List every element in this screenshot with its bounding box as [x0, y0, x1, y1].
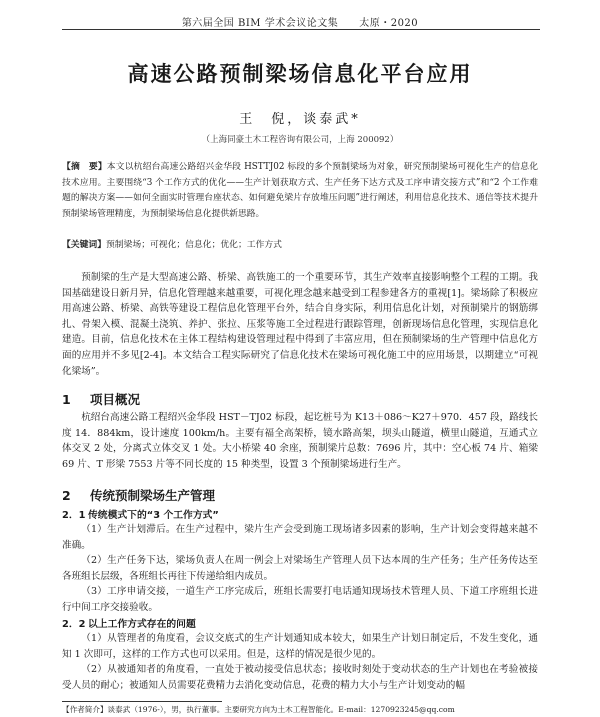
section-title: 传统预制梁场生产管理	[90, 488, 216, 503]
abstract	[62, 160, 538, 222]
keywords-text: 预制梁场；可视化；信息化；优化；工作方式	[106, 240, 282, 250]
subsection-number: 2．2	[62, 619, 86, 630]
subsection-number: 2．1	[62, 510, 86, 521]
subsection-title: 传统模式下的“3 个工作方式”	[88, 510, 219, 521]
section-number: 2	[62, 488, 71, 503]
footnote-rule	[62, 701, 222, 702]
subsection-title: 以上工作方式存在的问题	[88, 619, 196, 630]
section-number: 1	[62, 392, 71, 407]
list-item: （1）从管理者的角度看，会议交底式的生产计划通知成本较大，如果生产计划日制定后，不发生变化，通知 1 次即可，这样的工作方式也可以采用。但是，这样的情况是很少见的。	[62, 633, 538, 660]
paper-title: 高速公路预制梁场信息化平台应用	[127, 62, 473, 86]
list-item: （3）工序申请交接，一道生产工序完成后，班组长需要打电话通知现场技术管理人员、下道工序班组长进行中间工序交接验收。	[62, 586, 538, 613]
section-heading	[62, 390, 140, 408]
section-heading	[62, 486, 215, 504]
running-header: 第六届全国 BIM 学术会议论文集 太原・2020	[181, 18, 419, 29]
author-list: 王 倪，谈泰武*	[239, 112, 361, 127]
list-item: （1）生产计划滞后。在生产过程中，梁片生产会受到施工现场诸多因素的影响，生产计划会变得越来越不准确。	[62, 524, 538, 551]
section-paragraph: 杭绍台高速公路工程绍兴金华段 HST－TJ02 标段，起讫桩号为 K13＋086～K27＋970．457 段，路线长度 14．884km，设计速度 100km/h。主要有福全高架桥，镜水路高架，坝头山隧道，横里山隧道，互通式立体交叉 2 处，分离式立体交叉 1 处。大小桥梁 40 余座，预制梁片总数：7696 片，其中：空心板 74 片、箱梁 69 片、T 形梁 7553 片等不同长度的 15 种类型，设置 3 个预制梁场进行生产。	[62, 412, 538, 470]
keywords	[62, 238, 538, 254]
author-footnote: 【作者简介】谈泰武（1976-），男，执行董事。主要研究方向为土木工程智能化。E-mail：1270923245@qq.com	[62, 705, 455, 714]
list-item: （2）生产任务下达，梁场负责人在周一例会上对梁场生产管理人员下达本周的生产任务；生产任务传达至各班组长层级，各班组长再往下传递给组内成员。	[62, 555, 538, 582]
abstract-text: 本文以杭绍台高速公路绍兴金华段 HSTTJ02 标段的多个预制梁场为对象，研究预制梁场可视化生产的信息化技术应用。主要围绕“3 个工作方式的优化——生产计划获取方式、生产任务下达方式及工序申请交接方式”和“2 个工作难题的解决方案——如何全面实时管理台座状态、如何避免梁片存放堆压问题”进行阐述，利用信息化技术、通信等技术提升预制梁场管理精度，为预制梁场信息化提供新思路。	[62, 162, 538, 219]
abstract-label: 【摘 要】	[62, 162, 107, 172]
keywords-label: 【关键词】	[62, 240, 106, 250]
affiliation: （上海同豪土木工程咨询有限公司，上海 200092）	[201, 135, 399, 145]
subsection-heading	[62, 616, 196, 630]
list-item: （2）从被通知者的角度看，一直处于被动接受信息状态；接收时刻处于变动状态的生产计划也在考验被接受人员的耐心；被通知人员需要花费精力去消化变动信息，花费的精力大小与生产计划变动的幅	[62, 664, 538, 691]
header-rule	[62, 29, 540, 30]
subsection-heading	[62, 507, 219, 521]
section-title: 项目概况	[90, 392, 141, 407]
intro-paragraph: 预制梁的生产是大型高速公路、桥梁、高铁施工的一个重要环节，其生产效率直接影响整个工程的工期。我国基础建设日新月异，信息化管理越来越重要，可视化理念越来越受到工程参建各方的重视[1]。梁场除了积极应用高速公路、桥梁、高铁等建设工程信息化管理平台外，结合自身实际，利用信息化计划，对预制梁片的钢筋绑扎、骨架入模、混凝土浇筑、养护、张拉、压浆等施工全过程进行跟踪管理，创新现场信息化管理，实现信息化建造。目前，信息化技术在主体工程结构建设管理过程中得到了丰富应用，但在预制梁场的生产管理中信息化方面的应用并不多见[2-4]。本文结合工程实际研究了信息化技术在梁场可视化施工中的应用场景，以期建立“可视化梁场”。	[62, 272, 538, 377]
